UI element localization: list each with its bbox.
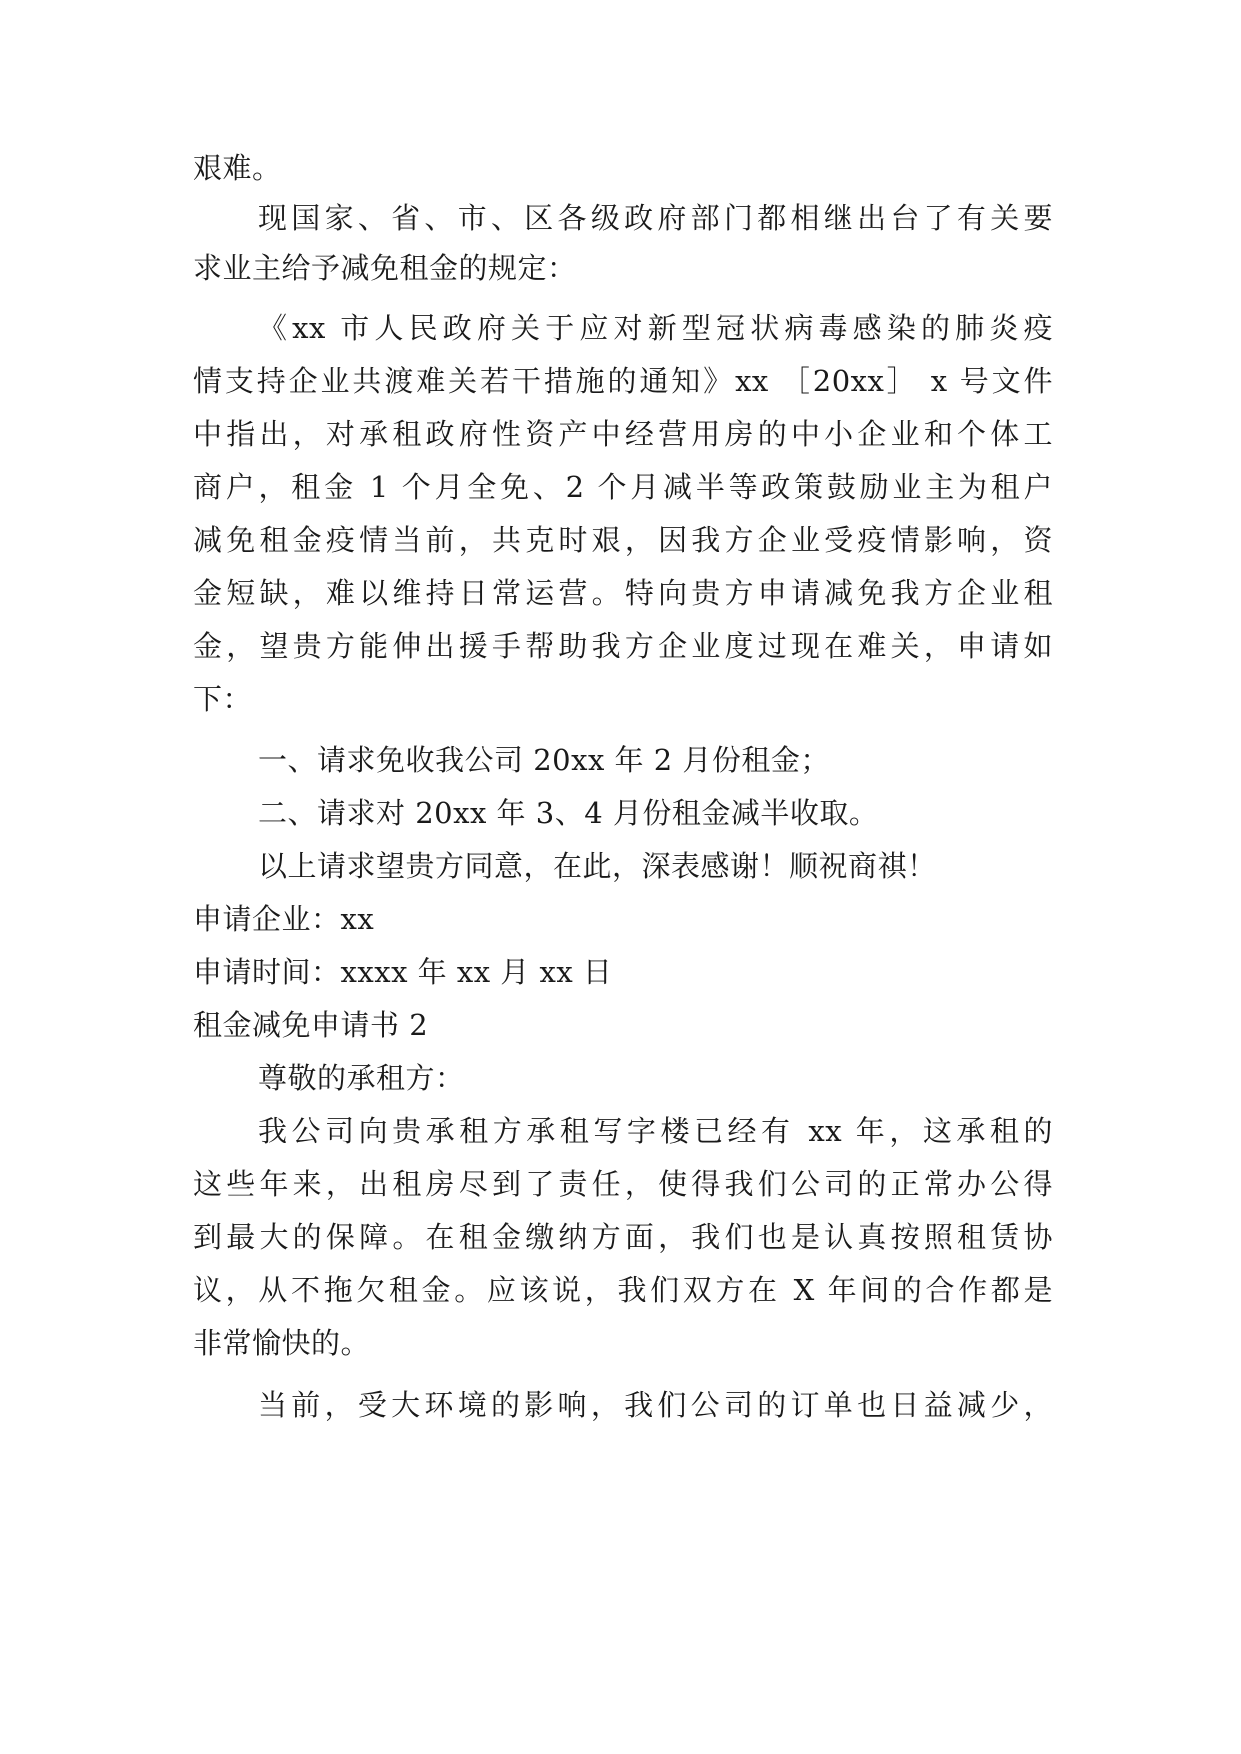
text-line: 金，望贵方能伸出援手帮助我方企业度过现在难关，申请如 (193, 629, 1053, 663)
text-line: 我公司向贵承租方承租写字楼已经有 xx 年，这承租的 (258, 1114, 1053, 1148)
text-line: 情支持企业共渡难关若干措施的通知》xx ［20xx］ x 号文件 (193, 364, 1053, 398)
text-line: 议，从不拖欠租金。应该说，我们双方在 X 年间的合作都是 (193, 1273, 1053, 1307)
text-line: 金短缺，难以维持日常运营。特向贵方申请减免我方企业租 (193, 576, 1053, 610)
text-line: 艰难。 (193, 151, 282, 185)
text-line: 以上请求望贵方同意，在此，深表感谢！顺祝商祺！ (258, 849, 937, 883)
list-item: 一、请求免收我公司 20xx 年 2 月份租金； (258, 743, 830, 777)
text-line: 这些年来，出租房尽到了责任，使得我们公司的正常办公得 (193, 1167, 1053, 1201)
text-line: 下： (193, 682, 253, 716)
text-line: 当前，受大环境的影响，我们公司的订单也日益减少， (258, 1388, 1053, 1422)
text-line: 中指出，对承租政府性资产中经营用房的中小企业和个体工 (193, 417, 1053, 451)
text-line: 商户，租金 1 个月全免、2 个月减半等政策鼓励业主为租户 (193, 470, 1053, 504)
section-title: 租金减免申请书 2 (193, 1008, 429, 1042)
list-item: 二、请求对 20xx 年 3、4 月份租金减半收取。 (258, 796, 879, 830)
text-line: 《xx 市人民政府关于应对新型冠状病毒感染的肺炎疫 (258, 311, 1053, 345)
text-line: 减免租金疫情当前，共克时艰，因我方企业受疫情影响，资 (193, 523, 1053, 557)
text-line: 到最大的保障。在租金缴纳方面，我们也是认真按照租赁协 (193, 1220, 1053, 1254)
text-line: 现国家、省、市、区各级政府部门都相继出台了有关要 (258, 201, 1053, 235)
application-date: 申请时间：xxxx 年 xx 月 xx 日 (193, 955, 613, 989)
text-line: 求业主给予减免租金的规定： (193, 251, 577, 285)
text-line: 非常愉快的。 (193, 1326, 371, 1360)
applicant-company: 申请企业：xx (193, 902, 375, 936)
salutation: 尊敬的承租方： (258, 1061, 465, 1095)
